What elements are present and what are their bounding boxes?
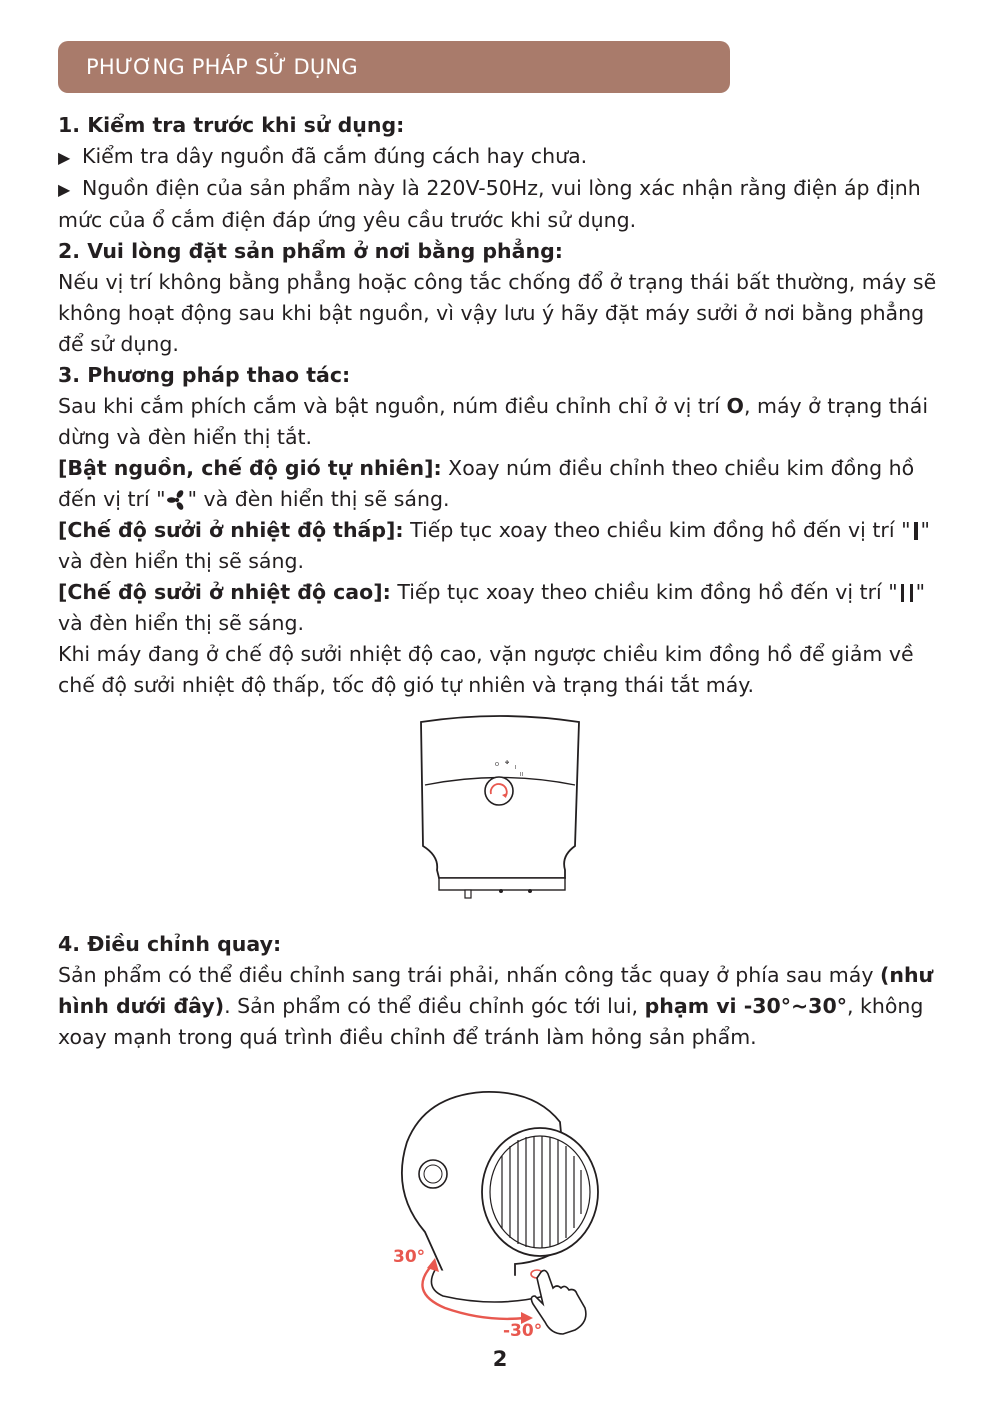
main-content: [58, 110, 948, 701]
s3-mode-low: [58, 515, 948, 577]
mode-fan-label: [Bật nguồn, chế độ gió tự nhiên]:: [58, 456, 442, 480]
s4-bold-figure-ref: (như hình dưới đây): [58, 963, 934, 1018]
section-title: PHƯƠNG PHÁP SỬ DỤNG: [86, 55, 358, 79]
mode-fan-text-b: " và đèn hiển thị sẽ sáng.: [187, 487, 450, 511]
mode-high-text-b: " và đèn hiển thị sẽ sáng.: [58, 580, 926, 635]
s1-heading: 1. Kiểm tra trước khi sử dụng:: [58, 113, 405, 137]
mode-low-text-a: Tiếp tục xoay theo chiều kim đồng hồ đến vị trí ": [403, 518, 911, 542]
s1-bullet-2-text: Nguồn điện của sản phẩm này là 220V-50Hz, vui lòng xác nhận rằng điện áp định mức của ổ cắm điện đáp ứng yêu cầu trước khi sử dụng.: [58, 176, 921, 232]
s3-heading: 3. Phương pháp thao tác:: [58, 363, 351, 387]
s4-text-b: . Sản phẩm có thể điều chỉnh góc tới lui,: [224, 994, 645, 1018]
dial-mark-high: II: [520, 772, 523, 778]
mode-fan-text-a: Xoay núm điều chỉnh theo chiều kim đồng hồ đến vị trí ": [58, 456, 915, 511]
dial-mark-off: O: [495, 762, 499, 768]
heater-rotation-illustration: [385, 1082, 605, 1344]
angle-label-negative: -30°: [503, 1321, 543, 1341]
mode-low-label: [Chế độ sưởi ở nhiệt độ thấp]:: [58, 518, 404, 542]
control-dial-icon: [485, 777, 513, 805]
high-heat-icon: [898, 582, 916, 604]
dial-mark-low: I: [515, 765, 517, 771]
section-4: [58, 929, 948, 1053]
s1-bullet-1: [58, 141, 948, 173]
s1-bullet-2: [58, 173, 948, 236]
dial-mark-fan: ✤: [505, 760, 510, 766]
s3-intro: [58, 391, 948, 453]
s3-mode-high: [58, 577, 948, 639]
s4-text-c: , không xoay mạnh trong quá trình điều chỉnh để tránh làm hỏng sản phẩm.: [58, 994, 924, 1049]
s3-outro: Khi máy đang ở chế độ sưởi nhiệt độ cao, vặn ngược chiều kim đồng hồ để giảm về chế độ sưởi nhiệt độ thấp, tốc độ gió tự nhiên và trạng thái tắt máy.: [58, 642, 914, 697]
s3-mode-fan: [58, 453, 948, 515]
s3-intro-b: , máy ở trạng thái dừng và đèn hiển thị tắt.: [58, 394, 929, 449]
side-knob-icon: [419, 1160, 447, 1188]
s4-text-a: Sản phẩm có thể điều chỉnh sang trái phải, nhấn công tắc quay ở phía sau máy: [58, 963, 880, 987]
off-position-mark: O: [726, 394, 744, 418]
s3-intro-a: Sau khi cắm phích cắm và bật nguồn, núm điều chỉnh chỉ ở vị trí: [58, 394, 727, 418]
s4-text: [58, 960, 948, 1053]
triangle-bullet-icon: ▶: [58, 180, 71, 199]
heater-front-illustration: [415, 714, 585, 904]
page-number: 2: [492, 1347, 508, 1371]
s2-heading: 2. Vui lòng đặt sản phẩm ở nơi bằng phẳng:: [58, 239, 563, 263]
mode-high-text-a: Tiếp tục xoay theo chiều kim đồng hồ đến vị trí ": [390, 580, 898, 604]
low-heat-icon: [911, 520, 921, 542]
fan-icon: [166, 489, 188, 511]
s2-text: Nếu vị trí không bằng phẳng hoặc công tắc chống đổ ở trạng thái bất thường, máy sẽ không hoạt động sau khi bật nguồn, vì vậy lưu ý hãy đặt máy sưởi ở nơi bằng phẳng để sử dụng.: [58, 270, 937, 356]
section-header-bar: [58, 41, 730, 93]
mode-low-text-b: " và đèn hiển thị sẽ sáng.: [58, 518, 930, 573]
s4-bold-range: phạm vi -30°~30°: [644, 994, 847, 1018]
triangle-bullet-icon: ▶: [58, 148, 71, 167]
s4-heading: 4. Điều chỉnh quay:: [58, 932, 282, 956]
angle-label-positive: 30°: [393, 1247, 426, 1267]
s1-bullet-1-text: Kiểm tra dây nguồn đã cắm đúng cách hay chưa.: [82, 144, 588, 168]
mode-high-label: [Chế độ sưởi ở nhiệt độ cao]:: [58, 580, 391, 604]
